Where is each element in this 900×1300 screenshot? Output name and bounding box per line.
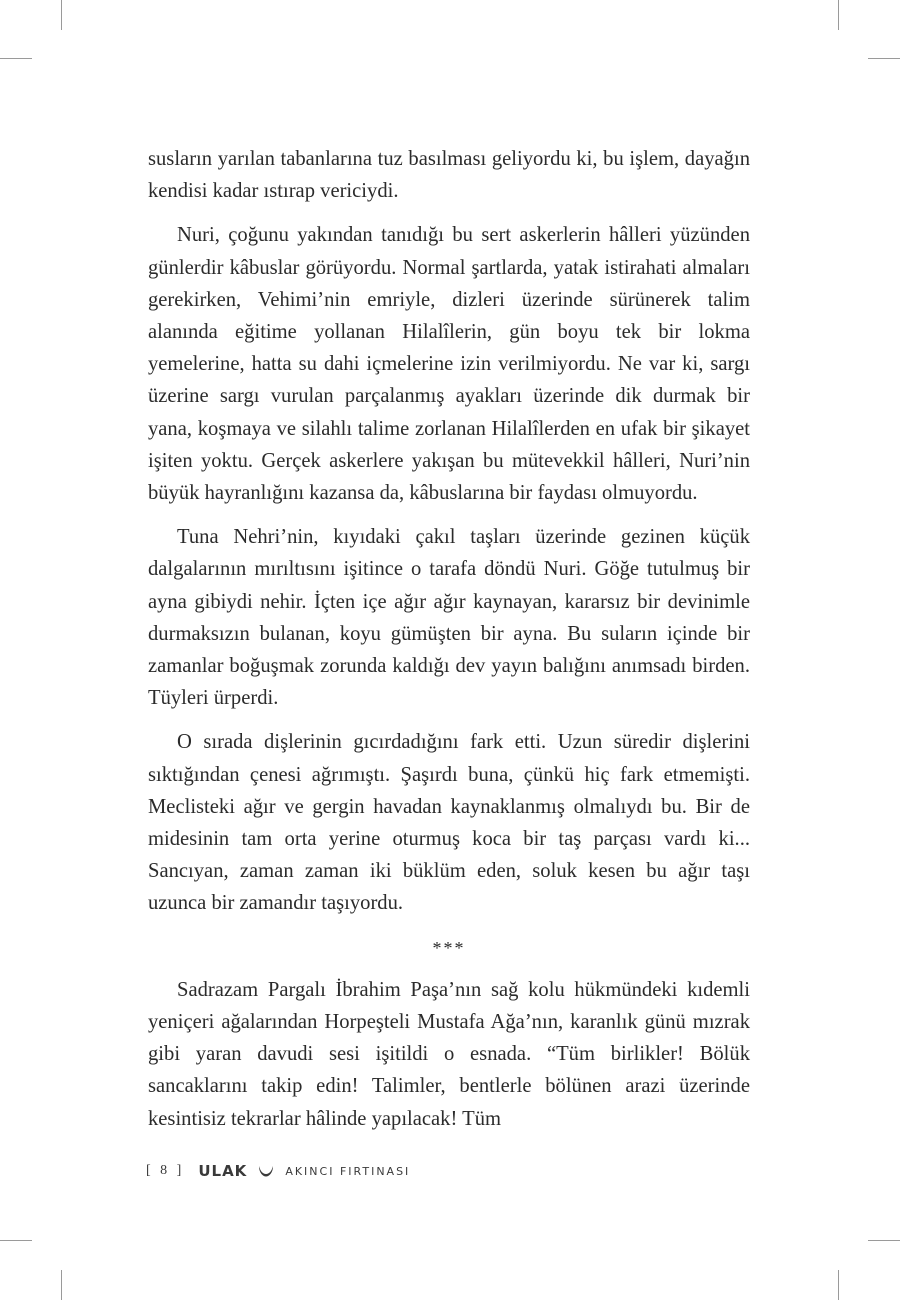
page-footer — [146, 1160, 410, 1182]
paragraph: Sadrazam Pargalı İbrahim Paşa’nın sağ kolu hükmündeki kıdemli yeniçeri ağalarından Horpeşteli Mustafa Ağa’nın, karanlık günü mızrak gibi yaran davudi sesi işitildi o esnada. “Tüm birlikler! Bölük sancaklarını takip edin! Talimler, bentlerle bölünen arazi üzerinde kesintisiz tekrarlar hâlinde yapılacak! Tüm — [148, 978, 750, 1130]
crescent-icon — [257, 1164, 275, 1178]
page-number: [ 8 ] — [146, 1163, 185, 1178]
paragraph: Nuri, çoğunu yakından tanıdığı bu sert askerlerin hâlleri yüzünden günlerdir kâbuslar görüyordu. Normal şartlarda, yatak istirahati almaları gerekirken, Vehimi’nin emriyle, dizleri üzerinde sürünerek talim alanında eğitime yollanan Hilalîlerin, gün boyu tek bir lokma yemelerine, hatta su dahi içmelerine izin verilmiyordu. Ne var ki, sargı üzerine sargı vurulan parçalanmış ayakları üzerinde dik durmak bir yana, koşmaya ve silahlı talime zorlanan Hilalîlerden en ufak bir şikayet işiten yoktu. Gerçek askerlere yakışan bu mütevekkil hâlleri, Nuri’nin büyük hayranlığını kazansa da, kâbuslarına bir faydası olmuyordu. — [148, 224, 750, 505]
paragraph: susların yarılan tabanlarına tuz basılması geliyordu ki, bu işlem, dayağın kendisi kadar ıstırap vericiydi. — [148, 148, 750, 203]
body-text — [148, 143, 750, 1147]
crop-mark-right-bottom — [868, 1240, 900, 1241]
crop-mark-top-left — [61, 0, 62, 30]
paragraph: O sırada dişlerinin gıcırdadığını fark etti. Uzun süredir dişlerini sıktığından çenesi ağrımıştı. Şaşırdı buna, çünkü hiç fark etmemişti. Meclisteki ağır ve gergin havadan kaynaklanmış olmalıydı bu. Bir de midesinin tam orta yerine oturmuş koca bir taş parçası vardı ki... Sancıyan, zaman zaman iki büklüm eden, soluk kesen bu ağır taşı uzunca bir zamandır taşıyordu. — [148, 731, 750, 915]
crop-mark-top-right — [838, 0, 839, 30]
crop-mark-bottom-right — [838, 1270, 839, 1300]
section-separator: *** — [432, 937, 466, 958]
crop-mark-left-bottom — [0, 1240, 32, 1241]
paragraph: Tuna Nehri’nin, kıyıdaki çakıl taşları üzerinde gezinen küçük dalgalarının mırıltısını işitince o tarafa döndü Nuri. Göğe tutulmuş bir ayna gibiydi nehir. İçten içe ağır ağır kaynayan, kararsız bir devinimle durmaksızın bulanan, koyu gümüşten bir ayna. Bu suların içinde bir zamanlar boğuşmak zorunda kaldığı dev yayın balığını anımsadı birden. Tüyleri ürperdi. — [148, 526, 750, 710]
crop-mark-left-top — [0, 58, 32, 59]
series-title: AKINCI FIRTINASI — [285, 1164, 411, 1178]
book-title: ULAK — [198, 1162, 248, 1180]
crop-mark-right-top — [868, 58, 900, 59]
crop-mark-bottom-left — [61, 1270, 62, 1300]
